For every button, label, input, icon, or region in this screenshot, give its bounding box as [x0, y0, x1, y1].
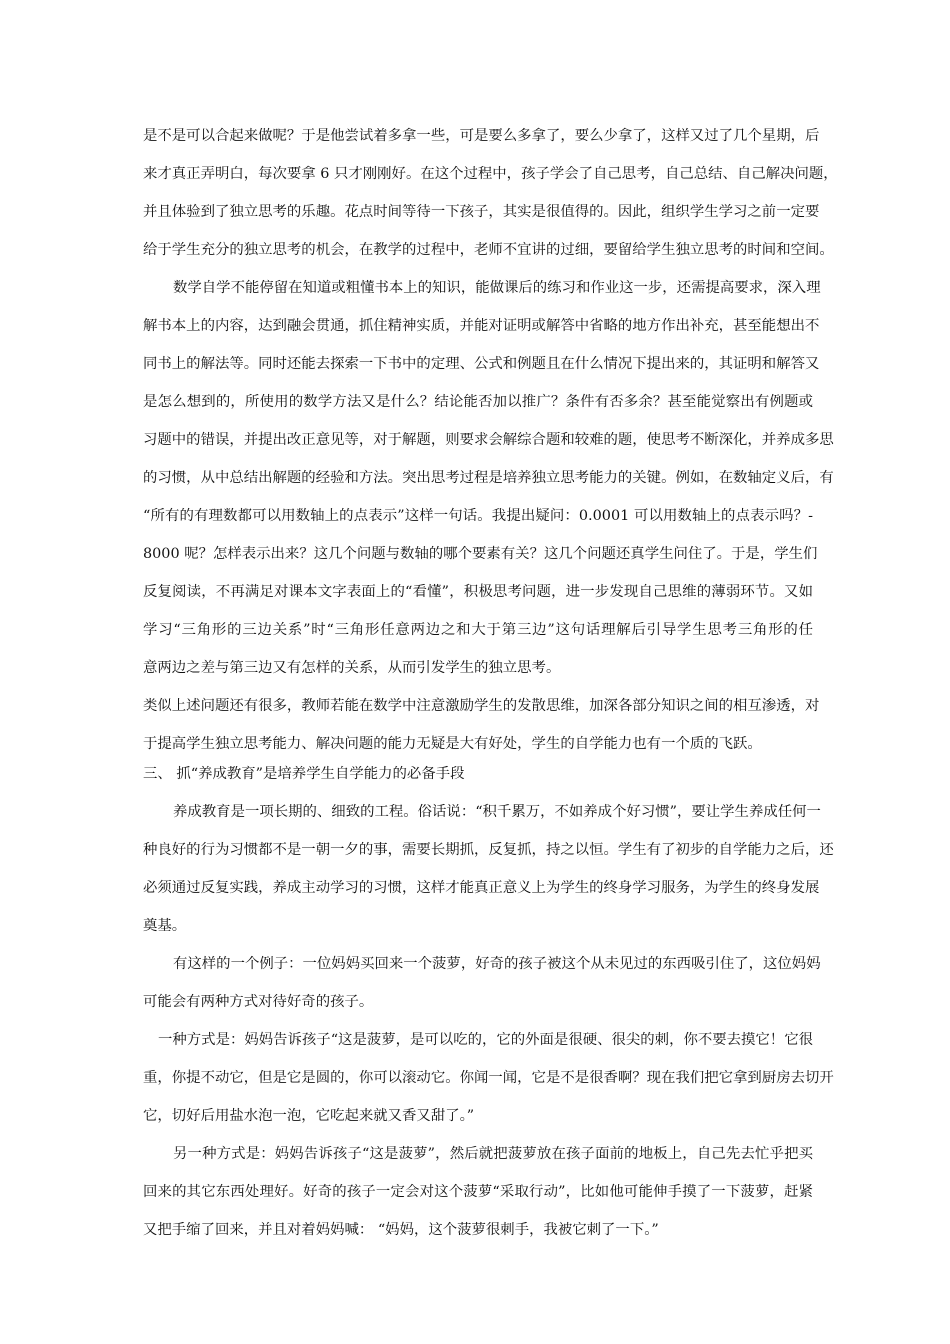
text-line: 学习“三角形的三边关系”时“三角形任意两边之和大于第三边”这句话理解后引导学生思考三角形的任: [143, 622, 813, 638]
text-line: “所有的有理数都可以用数轴上的点表示”这样一句话。我提出疑问：0.0001 可以用数轴上的点表示吗？-: [143, 508, 813, 524]
text-line: 并且体验到了独立思考的乐趣。花点时间等待一下孩子，其实是很值得的。因此，组织学生学习之前一定要: [143, 204, 820, 220]
text-line: 种良好的行为习惯都不是一朝一夕的事，需要长期抓，反复抓，持之以恒。学生有了初步的自学能力之后，还: [143, 842, 834, 858]
text-line: 的习惯，从中总结出解题的经验和方法。突出思考过程是培养独立思考能力的关键。例如，在数轴定义后，有: [143, 470, 834, 486]
text-line: 来才真正弄明白，每次要拿 6 只才刚刚好。在这个过程中，孩子学会了自己思考，自己总结、自己解决问题，: [143, 166, 838, 182]
text-line: 是不是可以合起来做呢？于是他尝试着多拿一些，可是要么多拿了，要么少拿了，这样又过了几个星期，后: [143, 128, 820, 144]
text-line: 必须通过反复实践，养成主动学习的习惯，这样才能真正意义上为学生的终身学习服务，为学生的终身发展: [143, 880, 820, 896]
text-line: 于提高学生独立思考能力、解决问题的能力无疑是大有好处，学生的自学能力也有一个质的飞跃。: [143, 736, 762, 752]
text-line: 重，你提不动它，但是它是圆的，你可以滚动它。你闻一闻，它是不是很香啊？现在我们把它拿到厨房去切开: [143, 1070, 834, 1086]
text-line: 一种方式是：妈妈告诉孩子“这是菠萝，是可以吃的，它的外面是很硬、很尖的刺，你不要去摸它！它很: [158, 1032, 813, 1048]
text-line: 类似上述问题还有很多，教师若能在数学中注意激励学生的发散思维，加深各部分知识之间的相互渗透，对: [143, 698, 820, 714]
text-line: 养成教育是一项长期的、细致的工程。俗话说：“积千累万，不如养成个好习惯”，要让学生养成任何一: [173, 804, 821, 820]
text-line: 奠基。: [143, 918, 187, 934]
text-line: 解书本上的内容，达到融会贯通，抓住精神实质，并能对证明或解答中省略的地方作出补充，甚至能想出不: [143, 318, 820, 334]
text-line: 8000 呢？怎样表示出来？这几个问题与数轴的哪个要素有关？这几个问题还真学生问住了。于是，学生们: [143, 546, 818, 562]
text-line: 又把手缩了回来，并且对着妈妈喊： “妈妈，这个菠萝很刺手，我被它刺了一下。”: [143, 1222, 659, 1238]
text-line: 数学自学不能停留在知道或粗懂书本上的知识，能做课后的练习和作业这一步，还需提高要求，深入理: [173, 280, 821, 296]
text-line: 是怎么想到的，所使用的数学方法又是什么？结论能否加以推广？条件有否多余？甚至能觉察出有例题或: [143, 394, 813, 410]
section-heading: 三、 抓“养成教育”是培养学生自学能力的必备手段: [143, 766, 465, 782]
text-line: 可能会有两种方式对待好奇的孩子。: [143, 994, 374, 1010]
text-line: 另一种方式是：妈妈告诉孩子“这是菠萝”，然后就把菠萝放在孩子面前的地板上，自己先去忙乎把买: [173, 1146, 813, 1162]
text-line: 反复阅读，不再满足对课本文字表面上的“看懂”，积极思考问题，进一步发现自己思维的薄弱环节。又如: [143, 584, 813, 600]
text-line: 回来的其它东西处理好。好奇的孩子一定会对这个菠萝“采取行动”，比如他可能伸手摸了一下菠萝，赶紧: [143, 1184, 813, 1200]
text-line: 意两边之差与第三边又有怎样的关系，从而引发学生的独立思考。: [143, 660, 561, 676]
text-line: 同书上的解法等。同时还能去探索一下书中的定理、公式和例题且在什么情况下提出来的，其证明和解答又: [143, 356, 820, 372]
text-line: 它，切好后用盐水泡一泡，它吃起来就又香又甜了。”: [143, 1108, 475, 1124]
text-line: 有这样的一个例子：一位妈妈买回来一个菠萝，好奇的孩子被这个从未见过的东西吸引住了，这位妈妈: [173, 956, 821, 972]
text-line: 给于学生充分的独立思考的机会，在教学的过程中，老师不宜讲的过细，要留给学生独立思考的时间和空间。: [143, 242, 834, 258]
text-line: 习题中的错误，并提出改正意见等，对于解题，则要求会解综合题和较难的题，使思考不断深化，并养成多思: [143, 432, 834, 448]
